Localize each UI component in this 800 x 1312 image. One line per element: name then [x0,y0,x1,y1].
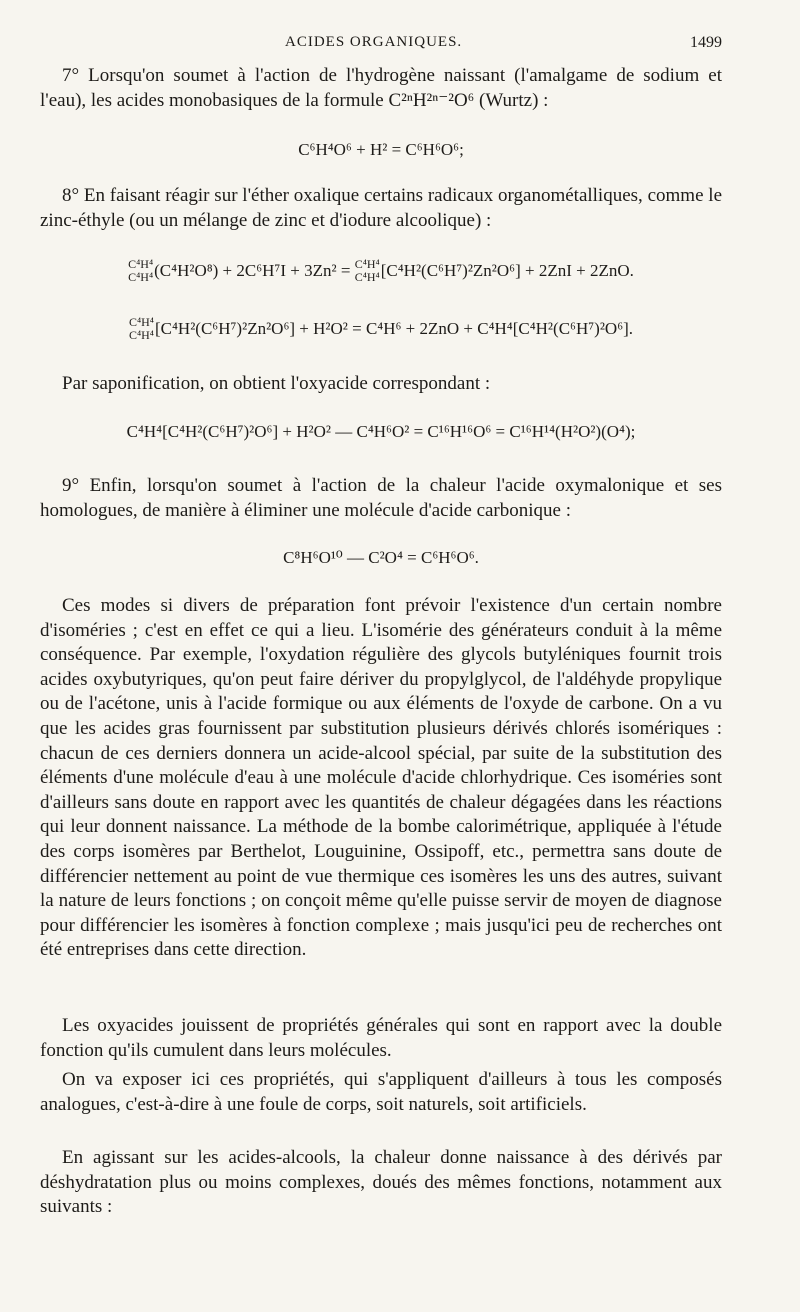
equation-3-frac-top: C⁴H⁴ [128,315,154,329]
equation-2-frac-top: C⁴H⁴ [128,257,154,271]
paragraph-oxyacides: Les oxyacides jouissent de propriétés générales qui sont en rapport avec la double fonction qu'ils cumulent dans leurs molécules. [40,1015,722,1061]
equation-2-frac-top-right: C⁴H⁴ [354,257,380,271]
running-title: ACIDES ORGANIQUES. [285,34,463,50]
page-number: 1499 [690,34,722,51]
paragraph-saponification: Par saponification, on obtient l'oxyacide correspondant : [62,373,491,394]
equation-3-frac-bottom: C⁴H⁴ [128,328,154,342]
equation-2-left: (C⁴H²O⁸) + 2C⁶H⁷I + 3Zn² = [154,261,351,280]
equation-2-fraction-right [355,258,380,284]
equation-3-rest: [C⁴H²(C⁶H⁷)²Zn²O⁶] + H²O² = C⁴H⁶ + 2ZnO + C⁴H⁴[C⁴H²(C⁶H⁷)²O⁶]. [155,319,634,338]
equation-3-fraction [129,316,154,342]
equation-3 [40,316,722,342]
equation-2-frac-bottom-right: C⁴H⁴ [354,270,380,284]
equation-2-frac-bottom: C⁴H⁴ [128,270,154,284]
paragraph-chaleur: En agissant sur les acides-alcools, la chaleur donne naissance à des dérivés par déshydratation plus ou moins complexes, doués des mêmes fonctions, notamment aux suivants : [40,1147,722,1218]
equation-2 [40,258,722,284]
paragraph-8: 8° En faisant réagir sur l'éther oxalique certains radicaux organométalliques, comme le zinc-éthyle (ou un mélange de zinc et d'iodure alcoolique) : [40,185,722,231]
equation-2-right: [C⁴H²(C⁶H⁷)²Zn²O⁶] + 2ZnI + 2ZnO. [380,261,634,280]
equation-5: C⁸H⁶O¹⁰ — C²O⁴ = C⁶H⁶O⁶. [283,548,479,567]
equation-2-fraction [128,258,153,284]
paragraph-isomeries: Ces modes si divers de préparation font prévoir l'existence d'un certain nombre d'isoméries ; c'est en effet ce qui a lieu. L'isomérie des générateurs conduit à la même conséquence. Par exemple, l'oxydation régulière des glycols butyléniques fournit trois acides oxybutyriques, qu'on peut faire dériver du propylglycol, de l'aldéhyde propylique ou de l'acétone, unis à l'acide formique ou aux éléments de l'oxyde de carbone. On a vu que les acides gras fournissent par substitution plusieurs dérivés chlorés isomériques : chacun de ces derniers donnera un acide-alcool spécial, par suite de la substitution des éléments d'une molécule d'eau à une molécule d'acide chlorhydrique. Ces isoméries sont d'ailleurs sans doute en rapport avec les quantités de chaleur dégagées dans les réactions qui leur donnent naissance. La méthode de la bombe calorimétrique, appliquée à l'étude des corps isomères par Berthelot, Louguinine, Ossipoff, etc., permettra sans doute de différencier nettement au point de vue thermique ces isomères les uns des autres, suivant la nature de leurs fonctions ; on conçoit même qu'elle puisse servir de moyen de diagnose pour différencier les isomères à fonction complexe ; mais jusqu'ici peu de recherches ont été entreprises dans cette direction. [40,595,722,961]
equation-1: C⁶H⁴O⁶ + H² = C⁶H⁶O⁶; [298,140,464,159]
paragraph-9: 9° Enfin, lorsqu'on soumet à l'action de la chaleur l'acide oxymalonique et ses homologues, de manière à éliminer une molécule d'acide carbonique : [40,475,722,521]
paragraph-7: 7° Lorsqu'on soumet à l'action de l'hydrogène naissant (l'amalgame de sodium et l'eau), les acides monobasiques de la formule C²ⁿH²ⁿ⁻²O⁶ (Wurtz) : [40,65,722,111]
running-header [40,34,722,56]
equation-4: C⁴H⁴[C⁴H²(C⁶H⁷)²O⁶] + H²O² — C⁴H⁶O² = C¹⁶H¹⁶O⁶ = C¹⁶H¹⁴(H²O²)(O⁴); [126,422,636,441]
paragraph-proprietes: On va exposer ici ces propriétés, qui s'appliquent d'ailleurs à tous les composés analogues, c'est-à-dire à une foule de corps, soit naturels, soit artificiels. [40,1069,722,1115]
